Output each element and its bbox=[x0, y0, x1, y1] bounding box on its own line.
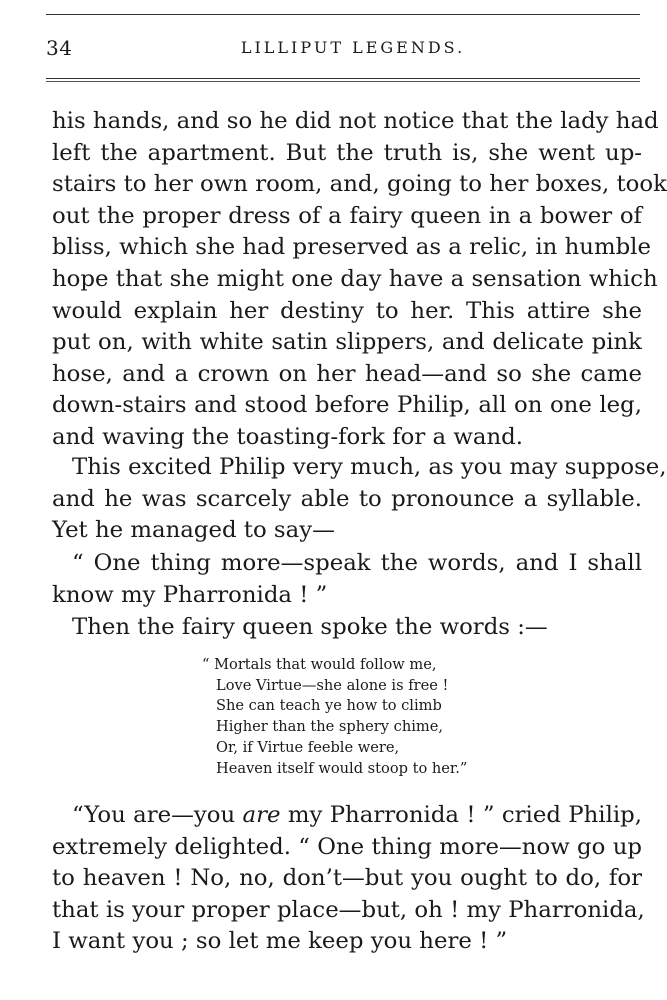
text-line: to heaven ! No, no, don’t—but you ought to do, for bbox=[52, 865, 642, 892]
text-line: hose, and a crown on her head—and so she came bbox=[52, 360, 642, 387]
text-line: Yet he managed to say— bbox=[52, 517, 335, 544]
text-line bbox=[52, 800, 642, 832]
text-line: and waving the toasting-fork for a wand. bbox=[52, 423, 523, 450]
text-line: his hands, and so he did not notice that the lady had bbox=[52, 108, 659, 134]
verse-line: She can teach ye how to climb bbox=[216, 697, 442, 715]
header-rule bbox=[46, 78, 640, 79]
text-line: that is your proper place—but, oh ! my Pharronida, bbox=[52, 896, 645, 923]
text-line: “ One thing more—speak the words, and I shall bbox=[72, 550, 642, 576]
page-header bbox=[46, 36, 640, 66]
verse-block bbox=[202, 655, 467, 779]
text-segment: my Pharronida ! ” cried Philip, bbox=[280, 802, 642, 828]
running-head: LILLIPUT LEGENDS. bbox=[240, 38, 466, 57]
text-line: know my Pharronida ! ” bbox=[52, 581, 328, 608]
page-number: 34 bbox=[46, 36, 73, 60]
text-line: out the proper dress of a fairy queen in a bower of bbox=[52, 202, 642, 229]
paragraph bbox=[52, 452, 667, 547]
text-line: This excited Philip very much, as you may suppose, bbox=[72, 454, 667, 480]
verse-line: Or, if Virtue feeble were, bbox=[216, 738, 400, 756]
text-line: and he was scarcely able to pronounce a syllable. bbox=[52, 485, 642, 512]
text-line: put on, with white satin slippers, and delicate pink bbox=[52, 329, 642, 356]
text-line: I want you ; so let me keep you here ! ” bbox=[52, 928, 508, 955]
text-line: down-stairs and stood before Philip, all on one leg, bbox=[52, 392, 642, 419]
verse-line: Higher than the sphery chime, bbox=[216, 718, 444, 736]
emphasis: are bbox=[242, 802, 281, 828]
verse-line: Heaven itself would stoop to her.” bbox=[216, 759, 468, 777]
paragraph bbox=[52, 548, 642, 611]
text-line: Then the fairy queen spoke the words :— bbox=[72, 614, 548, 640]
verse-line: Love Virtue—she alone is free ! bbox=[216, 676, 449, 694]
text-line: left the apartment. But the truth is, she went up- bbox=[52, 139, 642, 166]
text-line: extremely delighted. “ One thing more—now go up bbox=[52, 833, 642, 860]
paragraph bbox=[52, 800, 645, 958]
text-line: bliss, which she had preserved as a relic, in humble bbox=[52, 234, 651, 261]
text-segment: “You are—you bbox=[72, 802, 243, 828]
top-rule bbox=[46, 14, 640, 15]
text-line: hope that she might one day have a sensation which bbox=[52, 265, 658, 292]
paragraph bbox=[52, 106, 667, 454]
paragraph bbox=[52, 612, 642, 644]
text-line: stairs to her own room, and, going to her boxes, took bbox=[52, 171, 667, 198]
verse-line: “ Mortals that would follow me, bbox=[202, 656, 437, 673]
text-line: would explain her destiny to her. This attire she bbox=[52, 297, 642, 324]
